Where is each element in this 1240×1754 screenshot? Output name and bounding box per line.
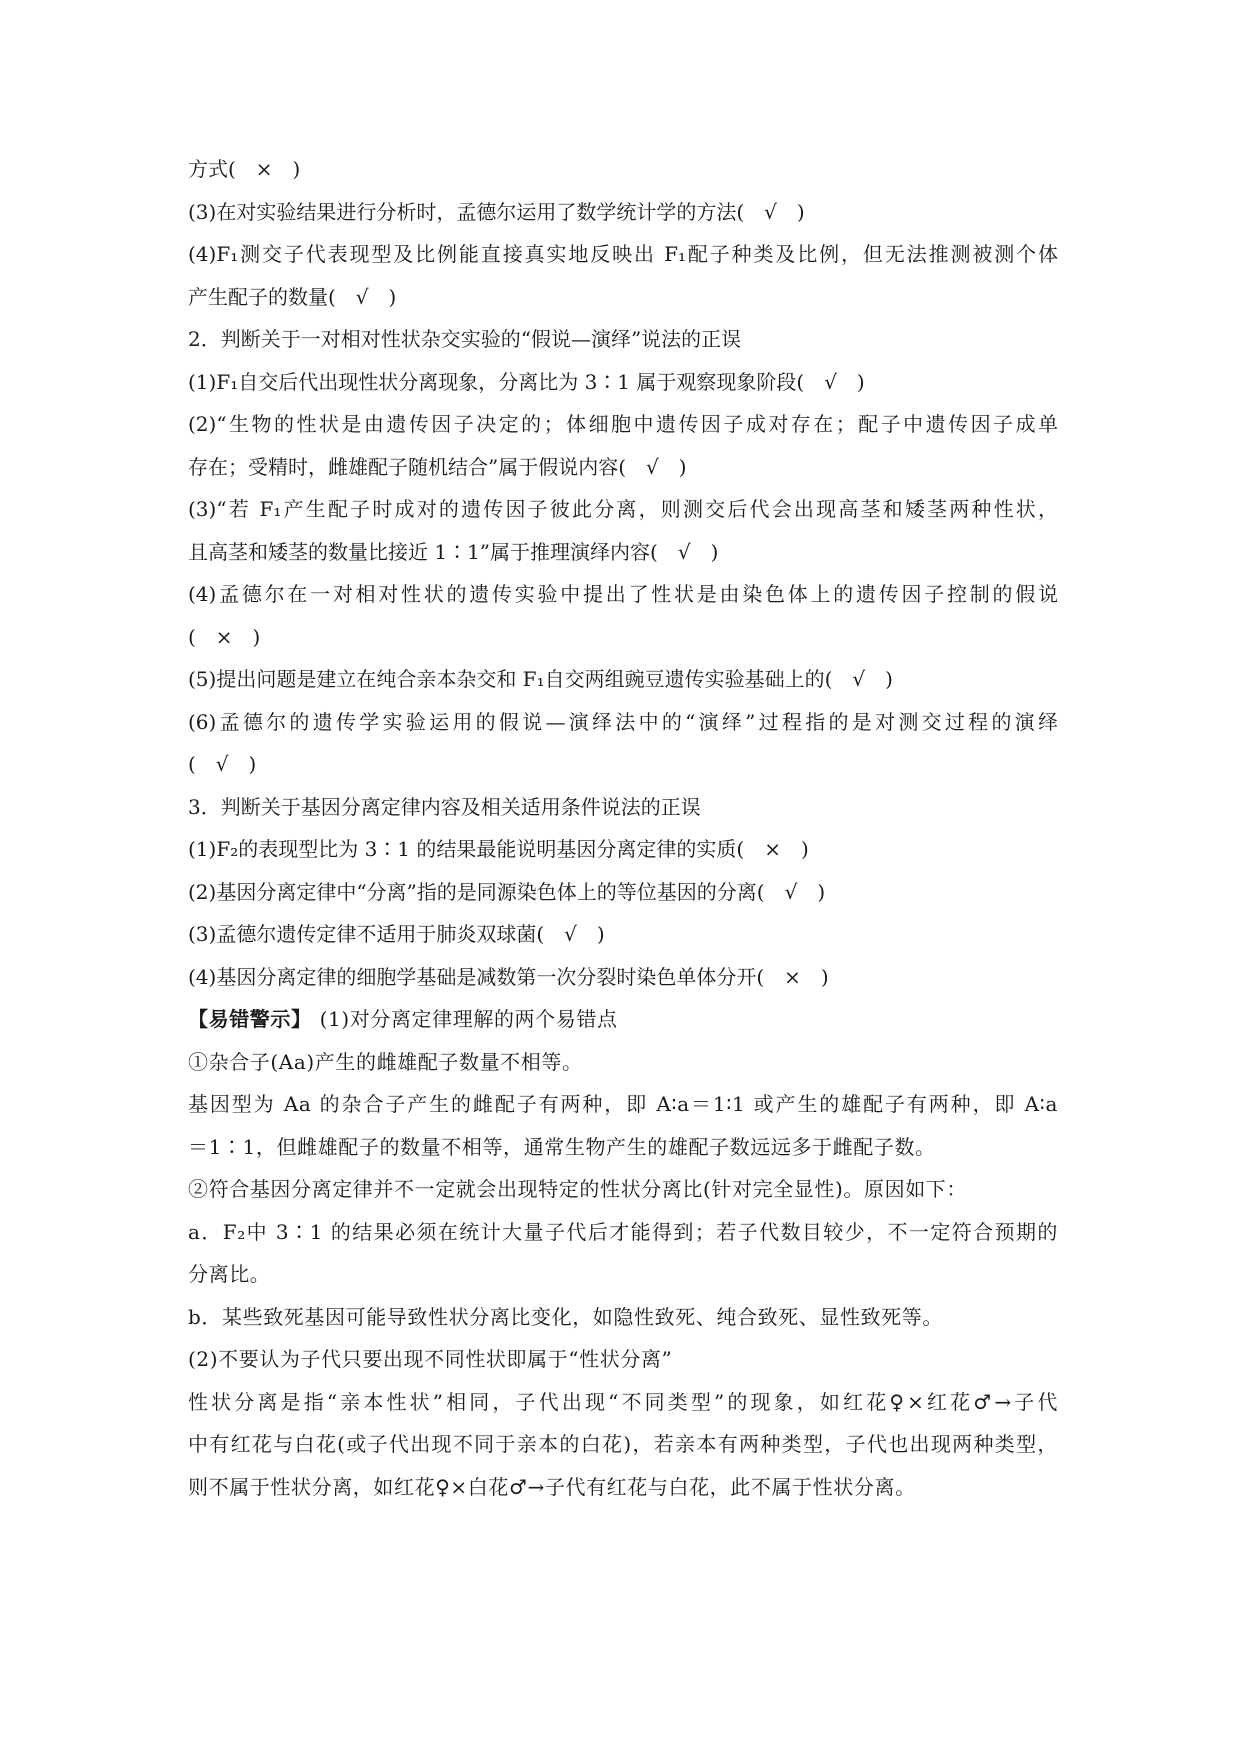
- text-line: ( × ): [188, 624, 261, 649]
- text-line: (1)F₂的表现型比为 3∶1 的结果最能说明基因分离定律的实质( × ): [188, 837, 809, 861]
- warning-heading: (1)对分离定律理解的两个易错点: [319, 1007, 618, 1031]
- warning-text-line: 性状分离是指“亲本性状”相同，子代出现“不同类型”的现象，如红花♀×红花♂→子代: [188, 1389, 1058, 1414]
- text-line: 3．判断关于基因分离定律内容及相关适用条件说法的正误: [188, 794, 701, 819]
- text-line: (3)在对实验结果进行分析时，孟德尔运用了数学统计学的方法( √ ): [188, 199, 805, 224]
- warning-heading-line: [188, 998, 1058, 1041]
- warning-text-line: b．某些致死基因可能导致性状分离比变化，如隐性致死、纯合致死、显性致死等。: [188, 1304, 944, 1329]
- warning-tag: 【易错警示】: [188, 1007, 312, 1031]
- judgment-items: [188, 148, 1058, 998]
- text-line: 2．判断关于一对相对性状杂交实验的“假说—演绎”说法的正误: [188, 327, 742, 351]
- text-line: (2)“生物的性状是由遗传因子决定的；体细胞中遗传因子成对存在；配子中遗传因子成单: [188, 412, 1058, 436]
- text-line: 且高茎和矮茎的数量比接近 1∶1”属于推理演绎内容( √ ): [188, 539, 719, 564]
- warning-text-line: ＝1∶1，但雌雄配子的数量不相等，通常生物产生的雄配子数远远多于雌配子数。: [188, 1134, 936, 1159]
- warning-text-line: a．F₂中 3∶1 的结果必须在统计大量子代后才能得到；若子代数目较少，不一定符合预期的: [188, 1219, 1058, 1244]
- warning-text-line: 分离比。: [188, 1262, 271, 1286]
- warning-text-line: 中有红花与白花(或子代出现不同于亲本的白花)，若亲本有两种类型，子代也出现两种类型，: [188, 1432, 1058, 1456]
- warning-text-line: (2)不要认为子代只要出现不同性状即属于“性状分离”: [188, 1347, 673, 1371]
- text-line: 方式( × ): [188, 157, 301, 181]
- text-line: 产生配子的数量( √ ): [188, 284, 397, 309]
- document-page: [188, 148, 1058, 1508]
- text-line: (3)“若 F₁产生配子时成对的遗传因子彼此分离，则测交后代会出现高茎和矮茎两种性状，: [188, 497, 1058, 521]
- warning-text-line: ①杂合子(Aa)产生的雌雄配子数量不相等。: [188, 1049, 583, 1074]
- text-line: (5)提出问题是建立在纯合亲本杂交和 F₁自交两组豌豆遗传实验基础上的( √ ): [188, 667, 893, 691]
- text-line: (6)孟德尔的遗传学实验运用的假说—演绎法中的“演绎”过程指的是对测交过程的演绎: [188, 709, 1058, 734]
- warning-text-line: 则不属于性状分离，如红花♀×白花♂→子代有红花与白花，此不属于性状分离。: [188, 1474, 916, 1499]
- text-line: (3)孟德尔遗传定律不适用于肺炎双球菌( √ ): [188, 922, 605, 946]
- warning-text-line: 基因型为 Aa 的杂合子产生的雌配子有两种，即 A∶a＝1∶1 或产生的雄配子有两种，即 A∶a: [188, 1092, 1058, 1116]
- warning-lines: [188, 1041, 1058, 1509]
- text-line: (4)孟德尔在一对相对性状的遗传实验中提出了性状是由染色体上的遗传因子控制的假说: [188, 582, 1058, 606]
- text-line: ( √ ): [188, 752, 257, 776]
- error-warning-section: [188, 998, 1058, 1508]
- warning-text-line: ②符合基因分离定律并不一定就会出现特定的性状分离比(针对完全显性)。原因如下：: [188, 1177, 968, 1201]
- text-line: (4)F₁测交子代表现型及比例能直接真实地反映出 F₁配子种类及比例，但无法推测被测个体: [188, 242, 1058, 266]
- text-line: (4)基因分离定律的细胞学基础是减数第一次分裂时染色单体分开( × ): [188, 964, 829, 989]
- text-line: (2)基因分离定律中“分离”指的是同源染色体上的等位基因的分离( √ ): [188, 879, 826, 904]
- text-line: (1)F₁自交后代出现性状分离现象，分离比为 3∶1 属于观察现象阶段( √ ): [188, 369, 865, 394]
- text-line: 存在；受精时，雌雄配子随机结合”属于假说内容( √ ): [188, 454, 687, 479]
